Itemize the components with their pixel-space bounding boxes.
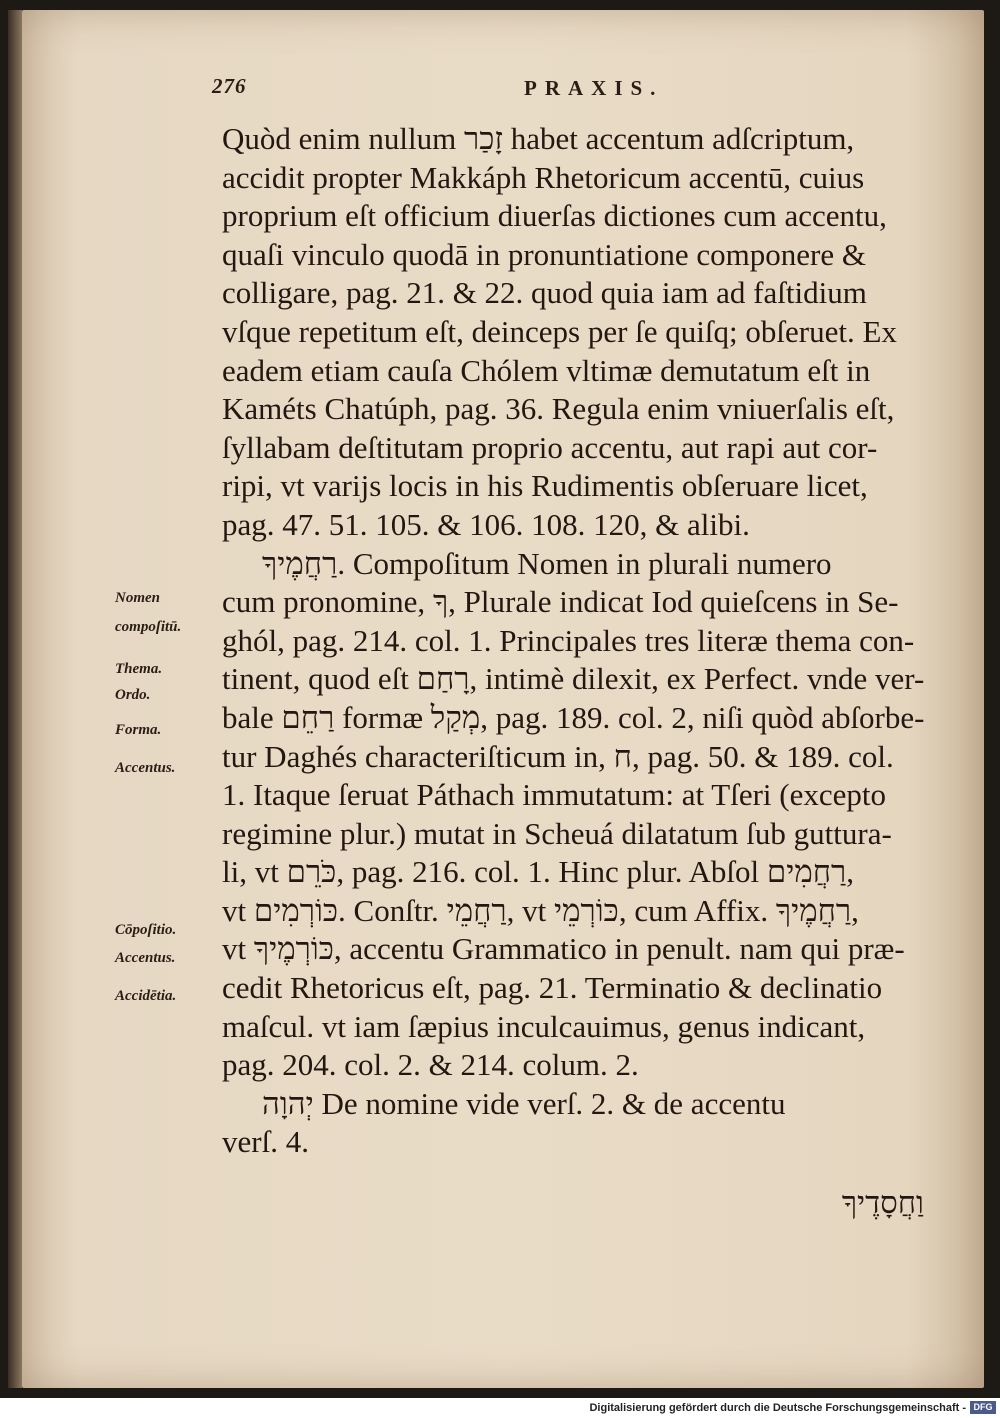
margin-note-accentus: Accentus. (115, 760, 176, 776)
text-line: pag. 204. col. 2. & 214. colum. 2. (222, 1047, 639, 1083)
margin-note-accidentia: Accidētia. (115, 988, 177, 1004)
text-line: ghól, pag. 214. col. 1. Principales tres literæ thema con- (222, 622, 915, 658)
text-line: vt כּוֹרְמֶיךָ, accentu Grammatico in penult. nam qui præ- (222, 931, 905, 967)
margin-note-compositio: Cōpoſitio. (115, 922, 177, 938)
text-line: regimine plur.) mutat in Scheuá dilatatum ſub guttura- (222, 815, 892, 851)
margin-note-forma: Forma. (115, 722, 162, 738)
text-line: Kaméts Chatúph, pag. 36. Regula enim vniuerſalis eſt, (222, 391, 895, 427)
text-line: vt כּוֹרְמִים. Conſtr. רַחֲמֵי, vt כּוֹרְמֵי, cum Affix. רַחֲמֶיךָ, (222, 892, 859, 928)
text-line: quaſi vinculo quodā in pronuntiatione componere & (222, 236, 866, 272)
text-line: tinent, quod eſt רָחַם, intimè dilexit, ex Perfect. vnde ver- (222, 661, 925, 697)
text-line: ripi, vt varijs locis in his Rudimentis obſeruare licet, (222, 468, 868, 504)
catchword: וַחֲסָדֶיךָ (841, 1185, 924, 1221)
text-line: li, vt כֹּרֵם, pag. 216. col. 1. Hinc plur. Abſol רַחֲמִים, (222, 854, 855, 890)
footer-text: Digitalisierung gefördert durch die Deutsche Forschungsgemeinschaft - (589, 1402, 966, 1414)
text-line: 1. Itaque ſeruat Páthach immutatum: at Tſeri (excepto (222, 777, 886, 813)
text-line: ſyllabam deſtitutam proprio accentu, aut rapi aut cor- (222, 429, 878, 465)
text-line: רַחֲמֶיךָ. Compoſitum Nomen in plurali numero (262, 545, 832, 581)
text-line: vſque repetitum eſt, deinceps per ſe quiſq; obſeruet. Ex (222, 313, 897, 349)
text-line: maſcul. vt iam ſæpius inculcauimus, genus indicant, (222, 1008, 866, 1044)
text-line: colligare, pag. 21. & 22. quod quia iam ad faſtidium (222, 275, 867, 311)
margin-note-thema: Thema. (115, 661, 163, 677)
text-line: verſ. 4. (222, 1124, 309, 1160)
digitization-footer (0, 1398, 1000, 1418)
text-line: Quòd enim nullum זָכַר habet accentum adſcriptum, (222, 121, 855, 156)
margin-note-accentus-2: Accentus. (115, 950, 176, 966)
running-head: PRAXIS. (524, 76, 664, 100)
text-line: cum pronomine, ךָ, Plurale indicat Iod quieſcens in Se- (222, 584, 899, 620)
text-line: bale רַחֵם formæ מְקַל, pag. 189. col. 2, niſi quòd abſorbe- (222, 699, 925, 735)
dfg-logo: DFG (970, 1401, 996, 1414)
margin-note-nomen: Nomen (115, 590, 160, 606)
text-line: proprium eſt officium diuerſas dictiones cum accentu, (222, 198, 887, 234)
page-binding-edge (8, 10, 22, 1388)
margin-note-ordo: Ordo. (115, 687, 151, 703)
text-line: cedit Rhetoricus eſt, pag. 21. Terminatio & declinatio (222, 970, 883, 1006)
text-line: eadem etiam cauſa Chólem vltimæ demutatum eſt in (222, 352, 871, 388)
text-line: יְהוָה De nomine vide verſ. 2. & de accentu (262, 1085, 786, 1121)
text-line: accidit propter Makkáph Rhetoricum accentū, cuius (222, 159, 865, 195)
page-header (212, 74, 682, 114)
margin-note-compositum: compoſitū. (115, 619, 182, 635)
text-line: pag. 47. 51. 105. & 106. 108. 120, & alibi. (222, 506, 750, 542)
page-number: 276 (212, 74, 247, 98)
body-text (222, 120, 962, 1223)
text-line: tur Daghés characteriſticum in, ח, pag. 50. & 189. col. (222, 738, 894, 774)
